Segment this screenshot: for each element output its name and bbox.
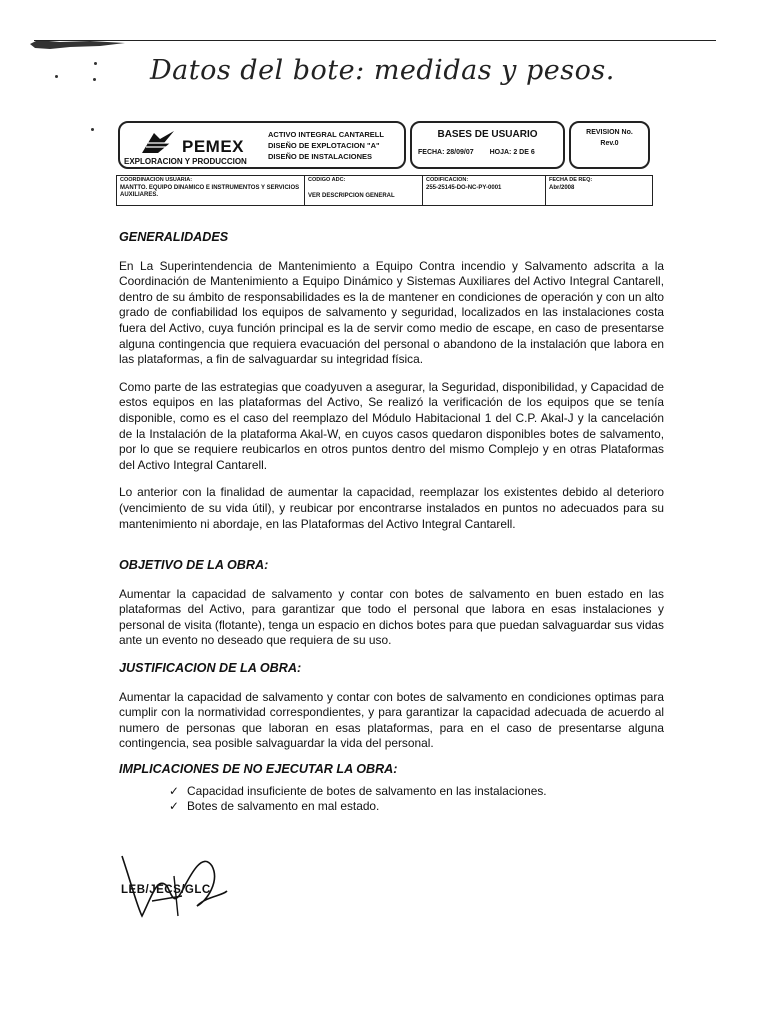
header-main-box <box>118 121 406 169</box>
handwritten-note: Datos del bote: medidas y pesos. <box>150 55 615 86</box>
list-item-text: Capacidad insuficiente de botes de salvamento en las instalaciones. <box>187 783 547 798</box>
pemex-eagle-icon <box>140 129 176 155</box>
section-heading: IMPLICACIONES DE NO EJECUTAR LA OBRA: <box>119 762 398 777</box>
check-icon: ✓ <box>169 783 179 798</box>
codigo-cell <box>305 176 423 205</box>
check-icon: ✓ <box>169 798 179 813</box>
section-heading: OBJETIVO DE LA OBRA: <box>119 558 269 573</box>
cell-label: CODIGO ADC: <box>308 177 346 183</box>
activo-line: DISEÑO DE INSTALACIONES <box>268 152 373 161</box>
fecha-req-cell <box>546 176 652 205</box>
scan-speck <box>55 75 58 78</box>
paragraph: Aumentar la capacidad de salvamento y contar con botes de salvamento en buen estado en las plataformas del Activo, para garantizar que todo el personal que labora en esas instalaciones y personal de visita (flotante), tenga un espacio en dichos botes para que puedan salvaguardar sus vidas ante un evento no deseado que requiera de su uso. <box>119 586 664 648</box>
logo-subtitle: EXPLORACION Y PRODUCCION <box>124 157 247 166</box>
bases-title: BASES DE USUARIO <box>437 129 538 140</box>
paragraph: Lo anterior con la finalidad de aumentar la capacidad, reemplazar los existentes debido al deterioro (vencimiento de su vida útil), y reubicar por encontrarse instalados en puntos no adecuados para su mantenimiento ni abordaje, en las Plataformas del Activo Integral Cantarell. <box>119 485 664 531</box>
cell-value: Abr/2008 <box>549 184 575 191</box>
scan-speck <box>93 78 96 81</box>
header-bases-box <box>410 121 565 169</box>
document-body <box>119 230 664 814</box>
section-heading: GENERALIDADES <box>119 230 229 244</box>
cell-value: MANTTO. EQUIPO DINAMICO E INSTRUMENTOS Y SERVICIOS AUXILIARES. <box>120 184 300 198</box>
cell-value: 255-25145-DO-NC-PY-0001 <box>426 184 502 191</box>
cell-label: FECHA DE REQ: <box>549 177 593 183</box>
paragraph: Aumentar la capacidad de salvamento y contar con botes de salvamento en condiciones optimas para cumplir con la normatividad correspondientes, y para garantizar la capacidad adecuada de acuerdo al numero de personas que laboran en esas plataformas, para en el caso de presentarse alguna contingencia, sea posible salvaguardar la vida del personal. <box>119 689 664 751</box>
paragraph: Como parte de las estrategias que coadyuven a asegurar, la Seguridad, disponibilidad, y Capacidad de estos equipos en las plataformas del Activo, Se realizó la verificación de los equipos que se tenía disponible, como es el caso del reemplazo del Módulo Habitacional 1 del C.P. Akal-J y la cancelación de la Instalación de la plataforma Akal-W, en cuyos casos quedaron disponibles botes de salvamento, por lo que se requiere reubicarlos en otros puntos dentro del mismo Complejo y en otras Plataformas del Activo Integral Cantarell. <box>119 379 664 472</box>
section-heading: JUSTIFICACION DE LA OBRA: <box>119 661 302 676</box>
activo-line: DISEÑO DE EXPLOTACION "A" <box>268 141 380 150</box>
activo-line: ACTIVO INTEGRAL CANTARELL <box>268 130 384 139</box>
list-item <box>169 799 664 814</box>
paragraph: En La Superintendencia de Mantenimiento a Equipo Contra incendio y Salvamento adscrita a la Coordinación de Mantenimiento a Equipo Dinámico y Sistemas Auxiliares del Activo Integral Cantarell, dentro de su ámbito de responsabilidades es la de mantener en condiciones de operación y con un alto grado de confiabilidad los equipos de salvamento y seguridad, localizados en las instalaciones costa fuera del Activo, cuya función principal es la de servir como medio de escape, en caso de presentarse alguna contingencia que requiera evacuación del personal o abandono de la instalación que labora en las plataformas, a fin de salvaguardar su integridad física. <box>119 258 664 367</box>
activo-block <box>268 129 384 162</box>
signature-initials: LEB/JECS/GLC <box>121 884 211 896</box>
implicaciones-list <box>169 784 664 814</box>
hoja: HOJA: 2 DE 6 <box>489 149 535 156</box>
scan-speck <box>94 62 97 65</box>
revision-value: Rev.0 <box>600 140 619 147</box>
logo-text: PEMEX <box>182 137 245 156</box>
pemex-logo <box>134 129 245 156</box>
codificacion-cell <box>423 176 546 205</box>
cell-label: CODIFICACION: <box>426 177 469 183</box>
bases-meta <box>418 149 549 156</box>
coordinacion-cell <box>117 176 305 205</box>
header-revision-box <box>569 121 650 169</box>
list-item-text: Botes de salvamento en mal estado. <box>187 798 380 813</box>
document-header <box>118 121 650 171</box>
header-info-table <box>116 175 653 206</box>
list-item <box>169 784 664 799</box>
scan-speck <box>91 128 94 131</box>
cell-label: COORDINACION USUARIA: <box>120 177 193 183</box>
cell-value: VER DESCRIPCION GENERAL <box>308 192 395 199</box>
revision-label: REVISION No. <box>586 129 633 136</box>
top-rule <box>34 40 716 41</box>
fecha: FECHA: 28/09/07 <box>418 149 474 156</box>
